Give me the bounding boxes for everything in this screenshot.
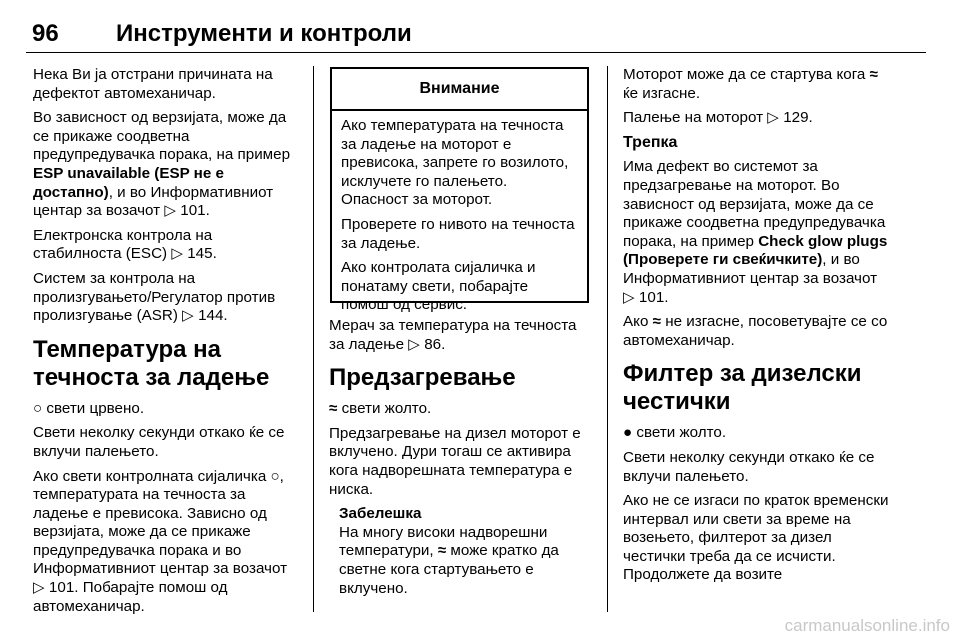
paragraph: Систем за контрола на пролизгувањето/Регулатор против пролизгување (ASR) ▷ 144. xyxy=(33,269,276,325)
paragraph: ○ свети црвено. xyxy=(33,399,145,417)
page-ref[interactable]: 145. xyxy=(187,245,217,263)
page-header xyxy=(26,20,926,50)
paragraph: Свети неколку секунди откако ќе се вклучи палењето. xyxy=(623,448,875,485)
paragraph: Ако температурата на течноста за ладење на моторот е превисока, запрете го возилото, исклучете го палењето. Опасност за моторот. xyxy=(341,117,569,209)
paragraph: Ако свети контролната сијаличка ○, температурата на течноста за ладење е превисока. Зависно од верзијата, може да се прикаже предупредувачка порака и во Информативниот центар за возачот ▷ 101. Побарајте помош од автомеханичар. xyxy=(33,467,288,615)
subheading: Трепка xyxy=(623,133,678,151)
paragraph: Има дефект во системот за предзагревање на моторот. Во зависност од верзијата, може да се прикаже соодветна предупредувачка порака, на пример Check glow plugs (Проверете ги свеќичките), и во Информативниот центар за возачот ▷ 101. xyxy=(623,158,888,306)
glow-plug-icon: ≈ xyxy=(437,542,447,560)
watermark: carmanualsonline.info xyxy=(784,616,950,635)
page-title: Инструменти и контроли xyxy=(116,20,412,47)
ref-arrow-icon: ▷ xyxy=(408,335,420,353)
paragraph: Предзагревање на дизел моторот е вклучено. Дури тогаш се активира кога надворешната температура е ниска. xyxy=(329,424,581,498)
coolant-icon: ○ xyxy=(270,467,280,485)
paragraph: Палење на моторот ▷ 129. xyxy=(623,109,813,127)
paragraph: Проверете го нивото на течноста за ладење. xyxy=(341,215,575,252)
section-heading: Филтер за дизелски честички xyxy=(623,360,862,416)
ref-arrow-icon: ▷ xyxy=(623,288,635,306)
paragraph: Ако не се изгаси по краток временски интервал или свети за време на возењето, филтерот за дизел честички треба да се исчисти. Продолжете да возите xyxy=(623,492,889,584)
page-ref[interactable]: 101. xyxy=(638,288,669,306)
section-heading: Предзагревање xyxy=(329,364,516,392)
paragraph: ≈ свети жолто. xyxy=(329,400,432,418)
dpf-icon: ● xyxy=(623,424,633,442)
ref-arrow-icon: ▷ xyxy=(171,245,183,263)
page-ref[interactable]: 129. xyxy=(783,109,813,127)
paragraph: Мерач за температура на течноста за ладење ▷ 86. xyxy=(329,317,577,353)
warning-box xyxy=(330,67,589,314)
glow-plug-icon: ≈ xyxy=(869,66,878,83)
column-divider-2 xyxy=(607,66,608,612)
ref-arrow-icon: ▷ xyxy=(33,579,45,597)
note-block xyxy=(339,505,593,598)
paragraph: Нека Ви ја отстрани причината на дефектот автомеханичар. xyxy=(33,66,273,102)
paragraph: На многу високи надворешни температури, ≈ може кратко да светне кога стартувањето е вклучено. xyxy=(339,523,559,597)
coolant-icon: ○ xyxy=(33,399,43,417)
message-text: ESP unavailable (ESP не е достапно) xyxy=(33,164,224,201)
page-ref[interactable]: 101. xyxy=(48,579,79,597)
page-ref[interactable]: 101. xyxy=(180,202,210,220)
column-divider-1 xyxy=(313,66,314,612)
section-heading: Температура на течноста за ладење xyxy=(33,335,270,391)
page-ref[interactable]: 144. xyxy=(198,307,228,325)
header-rule xyxy=(26,52,926,53)
message-text: Check glow plugs (Проверете ги свеќичките) xyxy=(623,232,888,269)
paragraph: Во зависност од верзијата, може да се прикаже соодветна предупредувачка порака, на пример ESP unavailable (ESP не е достапно), и во Информативниот центар за возачот ▷ 101. xyxy=(33,109,291,220)
glow-plug-icon: ≈ xyxy=(329,400,338,418)
column-1 xyxy=(33,66,301,622)
paragraph: Ако ≈ не изгасне, посоветувајте се со автомеханичар. xyxy=(623,313,888,349)
warning-title: Внимание xyxy=(332,69,587,111)
ref-arrow-icon: ▷ xyxy=(182,307,194,325)
paragraph: Моторот може да се стартува кога ≈ ќе изгасне. xyxy=(623,66,878,102)
paragraph: ● свети жолто. xyxy=(623,424,727,442)
paragraph: Електронска контрола на стабилноста (ESC) ▷ 145. xyxy=(33,226,217,263)
glow-plug-icon: ≈ xyxy=(652,313,661,331)
paragraph: Ако контролата сијаличка и понатаму свети, побарајте помош од сервис. xyxy=(341,259,536,314)
paragraph: Свети неколку секунди откако ќе се вклучи палењето. xyxy=(33,424,285,460)
page-ref[interactable]: 86. xyxy=(424,335,446,353)
ref-arrow-icon: ▷ xyxy=(164,202,177,220)
column-2 xyxy=(329,317,593,604)
note-title: Забелешка xyxy=(339,505,422,523)
ref-arrow-icon: ▷ xyxy=(767,109,779,127)
page-number: 96 xyxy=(32,20,59,47)
column-3 xyxy=(623,66,889,591)
